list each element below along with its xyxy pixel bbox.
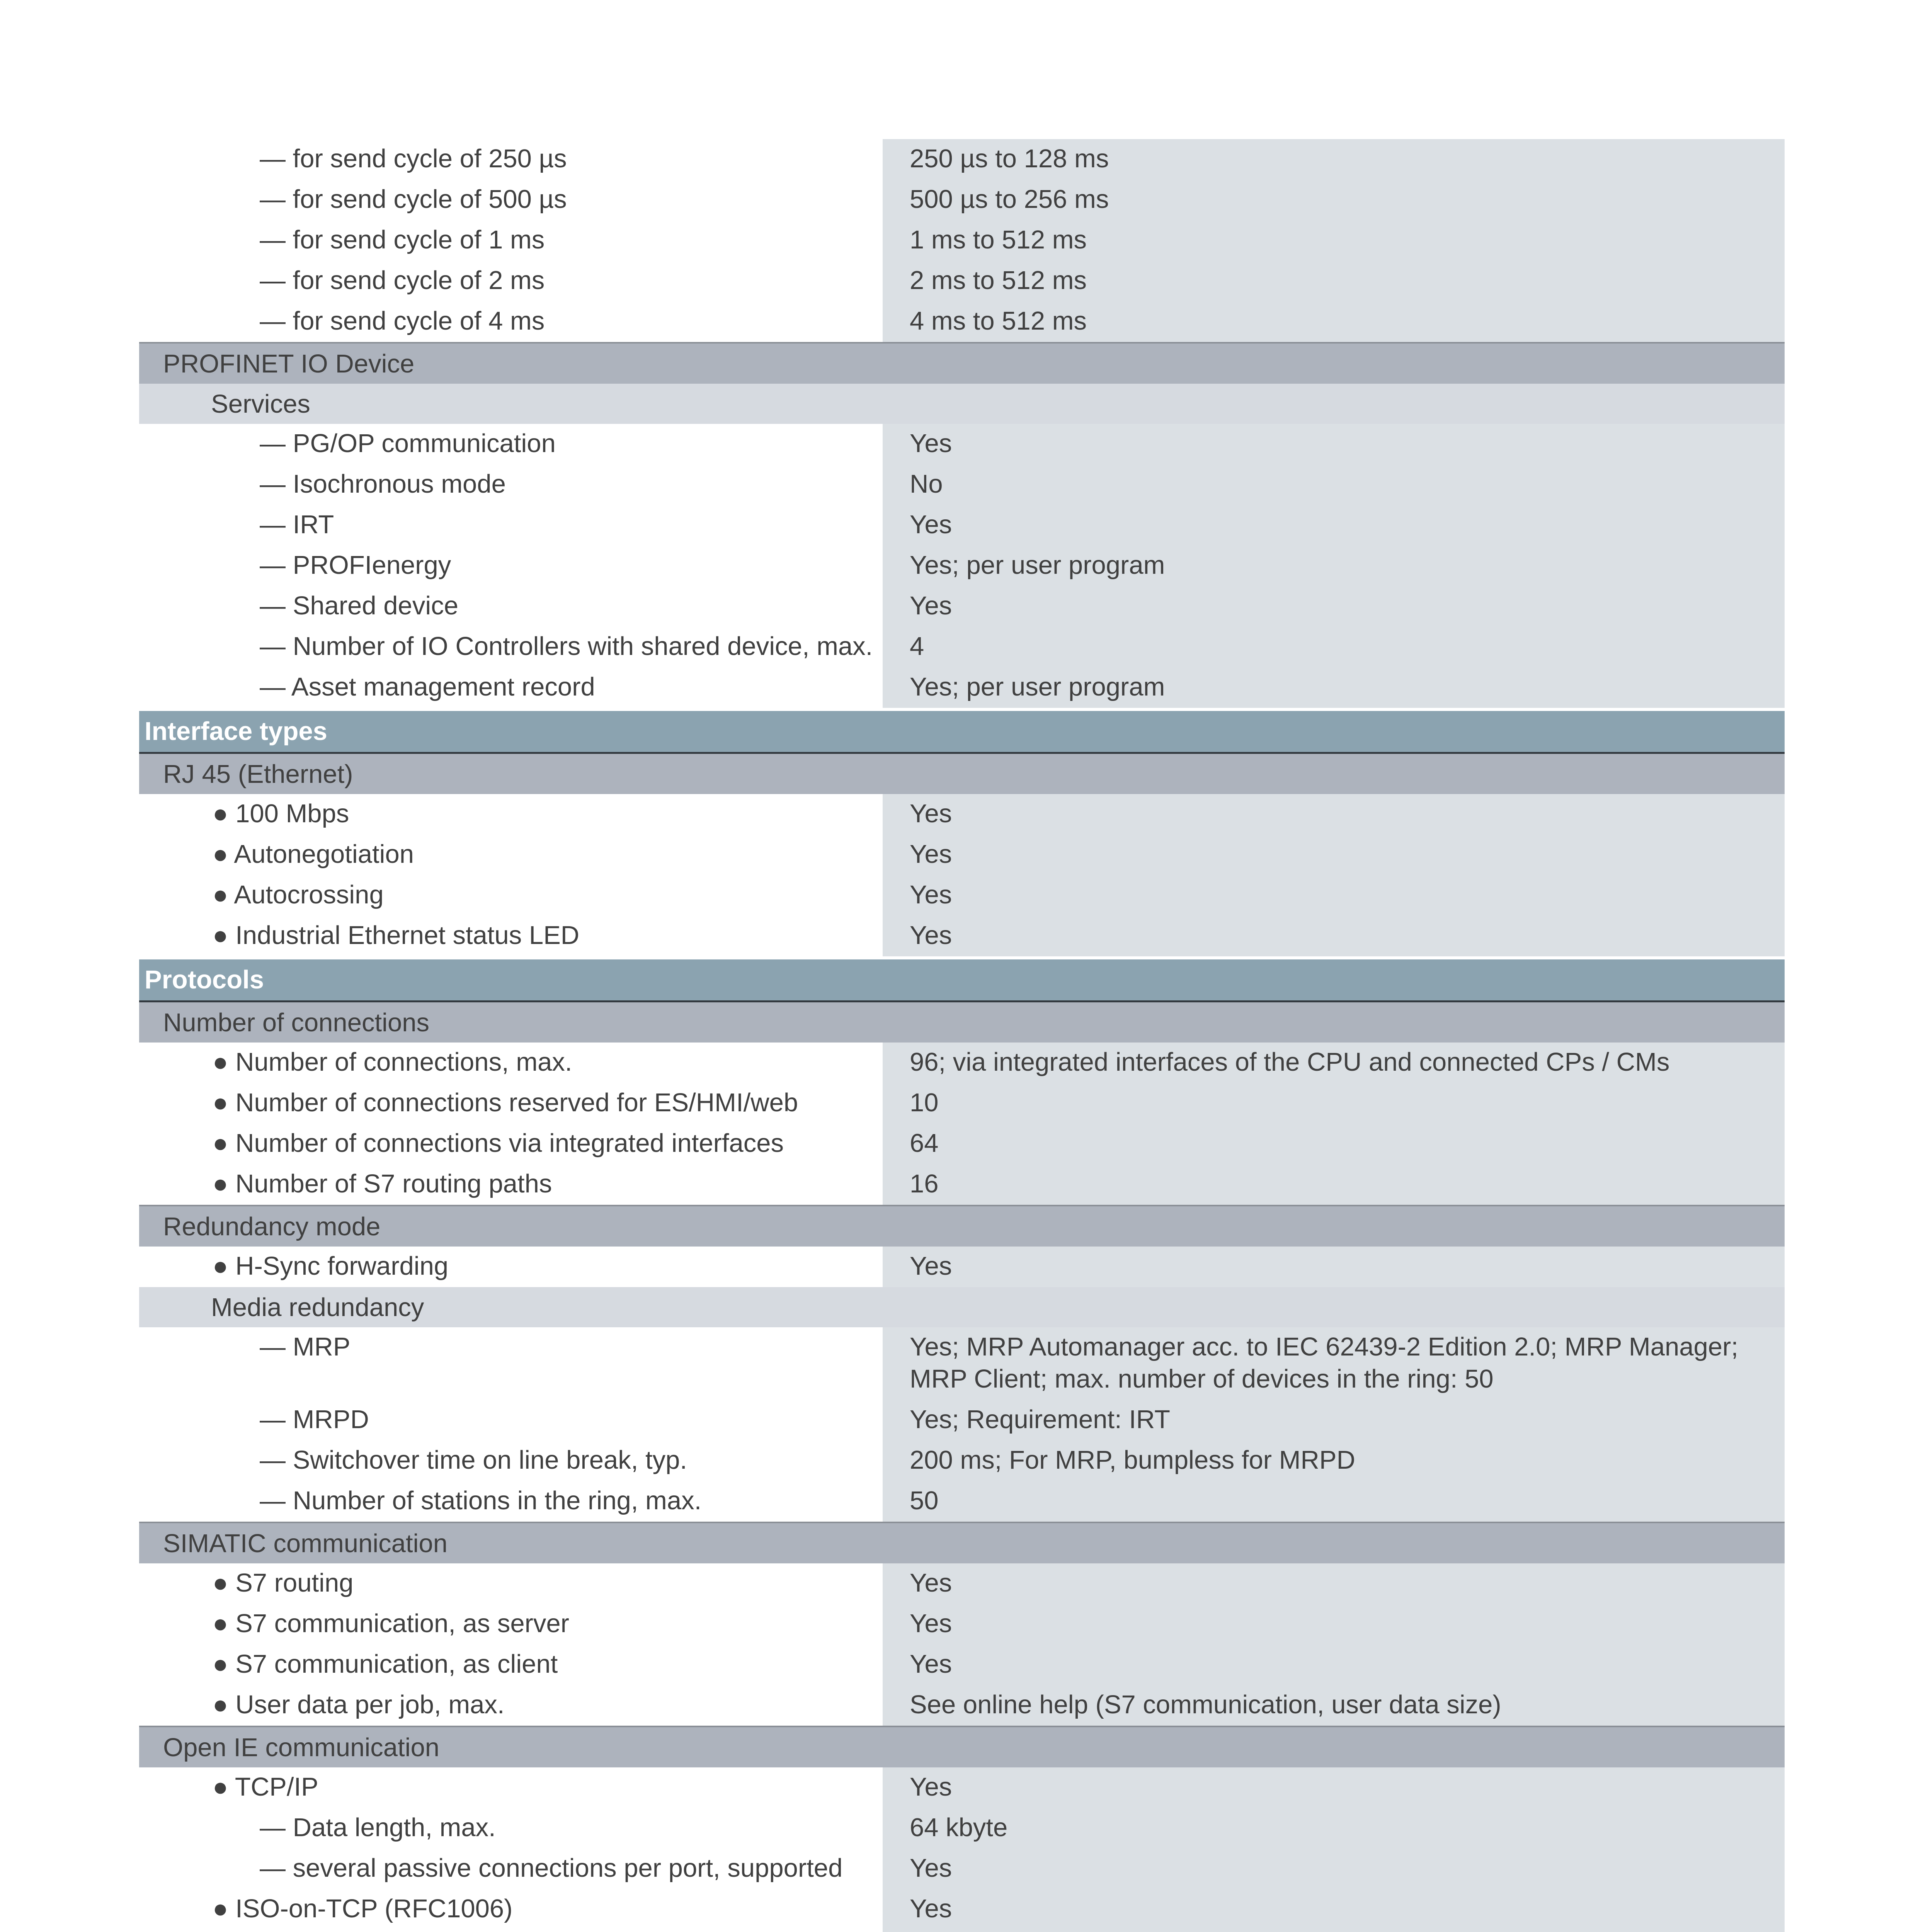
dash-icon: —	[260, 144, 286, 173]
spec-row	[139, 424, 1785, 464]
spec-label-text: ISO-on-TCP (RFC1006)	[235, 1894, 513, 1923]
spec-row	[139, 220, 1785, 261]
bullet-icon: ●	[213, 921, 228, 950]
spec-label-text: Autocrossing	[234, 880, 384, 909]
spec-label	[139, 505, 883, 546]
spec-row	[139, 916, 1785, 956]
spec-value	[883, 1930, 1785, 1932]
spec-value: 96; via integrated interfaces of the CPU and connected CPs / CMs	[883, 1043, 1785, 1083]
spec-row	[139, 1164, 1785, 1205]
spec-label-text: Number of IO Controllers with shared device, max.	[293, 632, 873, 661]
subgroup-header: Media redundancy	[139, 1287, 1785, 1327]
spec-label-text: several passive connections per port, supported	[293, 1854, 843, 1883]
spec-row	[139, 835, 1785, 875]
spec-row	[139, 1767, 1785, 1808]
spec-value: Yes; per user program	[883, 667, 1785, 708]
spec-label-text: S7 communication, as client	[235, 1650, 558, 1679]
bullet-icon: ●	[213, 1650, 228, 1679]
spec-label-text: MRP	[293, 1332, 351, 1361]
spec-label	[139, 627, 883, 667]
spec-value: Yes	[883, 1604, 1785, 1645]
spec-row	[139, 1849, 1785, 1889]
bullet-icon: ●	[213, 1894, 228, 1923]
spec-label	[139, 1889, 883, 1930]
spec-label-text: for send cycle of 1 ms	[293, 225, 545, 254]
spec-row	[139, 1327, 1785, 1400]
spec-label-text: H-Sync forwarding	[235, 1252, 449, 1281]
spec-value: 250 µs to 128 ms	[883, 139, 1785, 180]
spec-label-text: for send cycle of 2 ms	[293, 266, 545, 295]
spec-value: 500 µs to 256 ms	[883, 180, 1785, 220]
spec-value: Yes; Requirement: IRT	[883, 1400, 1785, 1440]
spec-value: Yes; MRP Automanager acc. to IEC 62439-2 Edition 2.0; MRP Manager; MRP Client; max. number of devices in the ring: 50	[883, 1327, 1785, 1400]
spec-label	[139, 875, 883, 916]
group-header: Redundancy mode	[139, 1205, 1785, 1247]
spec-label	[139, 835, 883, 875]
bullet-icon: ●	[213, 1252, 228, 1281]
spec-label	[139, 586, 883, 627]
spec-row	[139, 139, 1785, 180]
dash-icon: —	[260, 1405, 286, 1434]
spec-value: Yes	[883, 1889, 1785, 1930]
spec-row	[139, 1563, 1785, 1604]
spec-label	[139, 546, 883, 586]
spec-row	[139, 1685, 1785, 1726]
spec-value: See online help (S7 communication, user data size)	[883, 1685, 1785, 1726]
spec-label-text: TCP/IP	[235, 1772, 318, 1801]
section-heading: Interface types	[139, 711, 1785, 754]
bullet-icon: ●	[213, 1609, 228, 1638]
spec-label	[139, 1849, 883, 1889]
subgroup-header: Services	[139, 384, 1785, 424]
spec-value: Yes	[883, 586, 1785, 627]
spec-row	[139, 1889, 1785, 1930]
spec-label	[139, 139, 883, 180]
spec-label-text: Data length, max.	[293, 1813, 496, 1842]
spec-row	[139, 1440, 1785, 1481]
spec-value: 1 ms to 512 ms	[883, 220, 1785, 261]
spec-row	[139, 180, 1785, 220]
spec-label	[139, 916, 883, 956]
spec-value: 2 ms to 512 ms	[883, 261, 1785, 301]
spec-label-text: Number of stations in the ring, max.	[293, 1486, 702, 1515]
dash-icon: —	[260, 672, 286, 701]
group-header: PROFINET IO Device	[139, 342, 1785, 384]
spec-label-text: 100 Mbps	[235, 799, 349, 828]
spec-row	[139, 875, 1785, 916]
bullet-icon: ●	[213, 1772, 228, 1801]
spec-label-text: Autonegotiation	[234, 840, 414, 869]
spec-row	[139, 1604, 1785, 1645]
spec-value: Yes	[883, 916, 1785, 956]
spec-label-text: Number of connections via integrated interfaces	[235, 1129, 784, 1158]
spec-label	[139, 1440, 883, 1481]
spec-value: Yes	[883, 424, 1785, 464]
dash-icon: —	[260, 225, 286, 254]
spec-value: Yes	[883, 1767, 1785, 1808]
bullet-icon: ●	[213, 1129, 228, 1158]
bullet-icon: ●	[213, 1088, 228, 1117]
spec-value: Yes	[883, 1563, 1785, 1604]
spec-label	[139, 1767, 883, 1808]
spec-label-text: for send cycle of 250 µs	[293, 144, 567, 173]
spec-row	[139, 1124, 1785, 1164]
spec-row	[139, 1083, 1785, 1124]
spec-label	[139, 1164, 883, 1205]
spec-label-text: Industrial Ethernet status LED	[235, 921, 580, 950]
section-heading: Protocols	[139, 959, 1785, 1002]
spec-label	[139, 464, 883, 505]
spec-value: Yes	[883, 1645, 1785, 1685]
dash-icon: —	[260, 591, 286, 620]
dash-icon: —	[260, 551, 286, 580]
spec-label	[139, 794, 883, 835]
group-header: Open IE communication	[139, 1726, 1785, 1767]
spec-label	[139, 220, 883, 261]
group-header: RJ 45 (Ethernet)	[139, 754, 1785, 794]
spec-label-text: Number of connections reserved for ES/HMI/web	[235, 1088, 798, 1117]
spec-label	[139, 1685, 883, 1726]
dash-icon: —	[260, 306, 286, 335]
dash-icon: —	[260, 1813, 286, 1842]
spec-row	[139, 627, 1785, 667]
spec-row	[139, 794, 1785, 835]
spec-label-text: Number of connections, max.	[235, 1048, 572, 1077]
bullet-icon: ●	[213, 1568, 228, 1597]
spec-value: Yes	[883, 875, 1785, 916]
spec-label	[139, 1327, 883, 1400]
spec-label	[139, 180, 883, 220]
dash-icon: —	[260, 510, 286, 539]
spec-table	[139, 139, 1785, 1932]
bullet-icon: ●	[213, 1690, 228, 1719]
spec-label-text: Shared device	[293, 591, 458, 620]
spec-label	[139, 424, 883, 464]
spec-value: 50	[883, 1481, 1785, 1522]
spec-label	[139, 1930, 883, 1932]
spec-row	[139, 1645, 1785, 1685]
spec-row	[139, 1930, 1785, 1932]
spec-row	[139, 1400, 1785, 1440]
dash-icon: —	[260, 469, 286, 498]
spec-label-text: MRPD	[293, 1405, 369, 1434]
spec-label-text: IRT	[293, 510, 334, 539]
spec-label-text: Isochronous mode	[293, 469, 506, 498]
spec-label-text: Switchover time on line break, typ.	[293, 1446, 687, 1475]
spec-row	[139, 464, 1785, 505]
spec-row	[139, 261, 1785, 301]
spec-value: 200 ms; For MRP, bumpless for MRPD	[883, 1440, 1785, 1481]
spec-label	[139, 667, 883, 708]
spec-label-text: PROFIenergy	[293, 551, 451, 580]
bullet-icon: ●	[213, 880, 228, 909]
spec-label	[139, 1083, 883, 1124]
spec-value: 4	[883, 627, 1785, 667]
spec-row	[139, 1043, 1785, 1083]
spec-label	[139, 1043, 883, 1083]
group-header: Number of connections	[139, 1002, 1785, 1043]
spec-value: Yes	[883, 505, 1785, 546]
spec-value: No	[883, 464, 1785, 505]
dash-icon: —	[260, 1854, 286, 1883]
spec-label-text: User data per job, max.	[235, 1690, 505, 1719]
spec-row	[139, 667, 1785, 708]
spec-value: Yes; per user program	[883, 546, 1785, 586]
bullet-icon: ●	[213, 799, 228, 828]
dash-icon: —	[260, 266, 286, 295]
bullet-icon: ●	[213, 840, 228, 869]
spec-row	[139, 505, 1785, 546]
spec-label	[139, 1124, 883, 1164]
spec-label-text: for send cycle of 4 ms	[293, 306, 545, 335]
spec-label-text: S7 communication, as server	[235, 1609, 569, 1638]
dash-icon: —	[260, 1486, 286, 1515]
spec-label	[139, 1481, 883, 1522]
spec-row	[139, 1247, 1785, 1287]
spec-value: Yes	[883, 835, 1785, 875]
spec-value: 64	[883, 1124, 1785, 1164]
spec-label	[139, 1808, 883, 1849]
spec-row	[139, 586, 1785, 627]
spec-value: 10	[883, 1083, 1785, 1124]
spec-label-text: Asset management record	[291, 672, 595, 701]
spec-row	[139, 301, 1785, 342]
spec-row	[139, 1481, 1785, 1522]
spec-label	[139, 1400, 883, 1440]
spec-value: Yes	[883, 1849, 1785, 1889]
spec-value: Yes	[883, 1247, 1785, 1287]
spec-label-text: PG/OP communication	[293, 429, 556, 458]
dash-icon: —	[260, 632, 286, 661]
spec-label	[139, 261, 883, 301]
bullet-icon: ●	[213, 1048, 228, 1077]
spec-label	[139, 1563, 883, 1604]
dash-icon: —	[260, 185, 286, 214]
spec-row	[139, 546, 1785, 586]
bullet-icon: ●	[213, 1169, 228, 1198]
dash-icon: —	[260, 1332, 286, 1361]
dash-icon: —	[260, 1446, 286, 1475]
spec-label	[139, 301, 883, 342]
spec-label	[139, 1604, 883, 1645]
spec-value: Yes	[883, 794, 1785, 835]
spec-row	[139, 1808, 1785, 1849]
spec-value: 16	[883, 1164, 1785, 1205]
spec-label-text: Number of S7 routing paths	[235, 1169, 552, 1198]
spec-label	[139, 1247, 883, 1287]
spec-label-text: for send cycle of 500 µs	[293, 185, 567, 214]
spec-value: 64 kbyte	[883, 1808, 1785, 1849]
spec-value: 4 ms to 512 ms	[883, 301, 1785, 342]
group-header: SIMATIC communication	[139, 1522, 1785, 1563]
spec-label-text: S7 routing	[235, 1568, 354, 1597]
spec-label	[139, 1645, 883, 1685]
dash-icon: —	[260, 429, 286, 458]
